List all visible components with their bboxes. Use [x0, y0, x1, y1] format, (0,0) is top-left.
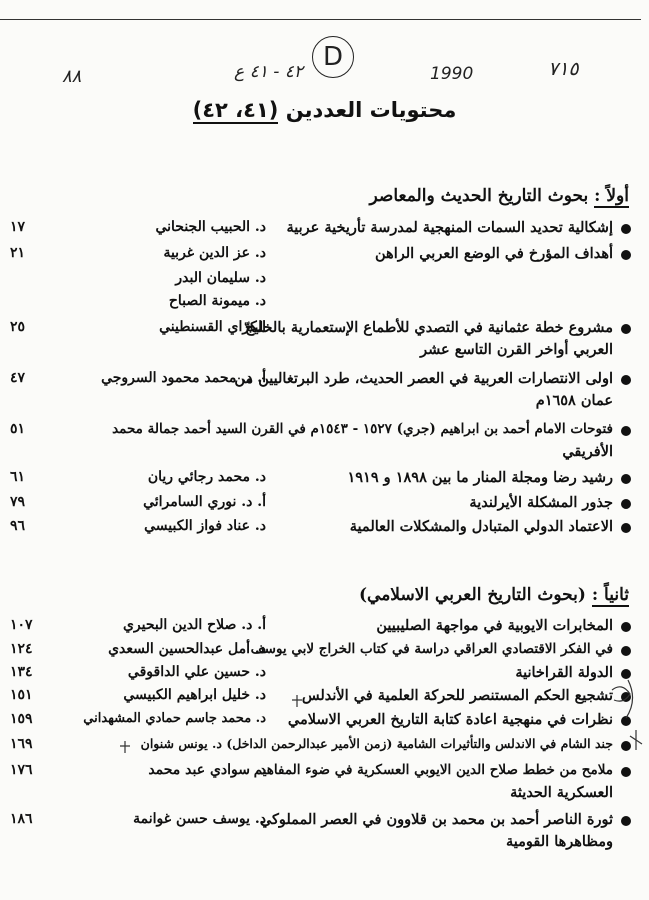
- circled-letter-text: D: [322, 42, 344, 72]
- entry-author: أ. د. صلاح الدين البحيري: [122, 617, 266, 633]
- bullet-icon: [621, 741, 631, 751]
- top-rule: [0, 19, 641, 20]
- bullet-icon: [621, 646, 631, 656]
- entry-title: إشكالية تحديد السمات المنهجية لمدرسة تأريخية عربية: [286, 219, 613, 236]
- entry-title-cont: الأفريقي: [562, 443, 613, 460]
- entry-title-cont: العربي أواخر القرن التاسع عشر: [420, 341, 613, 358]
- entry-page: ١٥١: [10, 687, 33, 703]
- bullet-icon: [621, 375, 631, 385]
- entry-author: د. يوسف حسن غوانمة: [133, 811, 266, 827]
- entry-author: د. ميمونة الصباح: [168, 293, 266, 309]
- bullet-icon: [621, 324, 631, 334]
- section-label: أولاً :: [594, 186, 629, 206]
- section-heading: [359, 585, 629, 605]
- circled-letter: [312, 36, 354, 78]
- entry-author: د. حسين علي الداقوقي: [127, 664, 266, 680]
- entry-page: ١٥٩: [10, 711, 33, 727]
- entry-page: ٢١: [10, 245, 26, 261]
- bullet-icon: [621, 523, 631, 533]
- bullet-icon: [621, 499, 631, 509]
- entry-title-cont: العسكرية الحديثة: [510, 784, 613, 801]
- entry-author: د. سوادي عبد محمد: [148, 762, 266, 778]
- entry-author: د. خليل ابراهيم الكبيسي: [123, 687, 266, 703]
- entry-page: ١٨٦: [10, 811, 33, 827]
- handwritten-year: 1990: [430, 64, 474, 84]
- bullet-icon: [621, 767, 631, 777]
- entry-author: أ. د. محمد محمود السروجي: [101, 370, 266, 386]
- bullet-icon: [621, 669, 631, 679]
- title-text: محتويات العددين: [285, 98, 457, 122]
- entry-title: ملامح من خطط صلاح الدين الايوبي العسكرية في ضوء المفاهيم: [253, 762, 613, 778]
- bullet-icon: [621, 692, 631, 702]
- handwritten-reference: ٤٢ - ٤١ ع: [234, 62, 304, 82]
- entry-title: الدولة القراخانية: [515, 664, 613, 681]
- section-title: بحوث التاريخ الحديث والمعاصر: [369, 186, 589, 206]
- entry-page: ٩٦: [10, 518, 26, 534]
- entry-page: ١٦٩: [10, 736, 33, 752]
- entry-title-cont: ومظاهرها القومية: [505, 833, 613, 850]
- entry-title: الاعتماد الدولي المتبادل والمشكلات العالمية: [349, 518, 613, 535]
- entry-title: تشجيع الحكم المستنصر للحركة العلمية في الأندلس: [301, 687, 613, 704]
- entry-title: اولى الانتصارات العربية في العصر الحديث، طرد البرتغاليين من: [234, 370, 613, 387]
- entry-page: ١٠٧: [10, 617, 33, 633]
- entry-page: ٧٩: [10, 494, 26, 510]
- entry-title: فتوحات الامام أحمد بن ابراهيم (جري) ١٥٢٧ - ١٥٤٣م في القرن السيد أحمد جمالة محمد: [112, 421, 613, 437]
- handwritten-left-number: ٨٨: [62, 66, 82, 87]
- entry-title: جند الشام في الاندلس والتأثيرات الشامية (زمن الأمير عبدالرحمن الداخل) د. يونس شنوان: [140, 736, 613, 751]
- entry-page: ١٣٤: [10, 664, 33, 680]
- section-label: ثانياً :: [591, 585, 629, 605]
- entry-author: د. سليمان البدر: [175, 270, 266, 286]
- entry-page: ٢٥: [10, 319, 26, 335]
- entry-author: د. محمد رجائي ريان: [147, 469, 266, 485]
- entry-page: ١٢٤: [10, 641, 33, 657]
- entry-author: د. الحبيب الجنحاني: [155, 219, 266, 235]
- handwritten-right-number: ٧١٥: [548, 58, 579, 80]
- entry-title: أهداف المؤرخ في الوضع العربي الراهن: [375, 245, 613, 262]
- title-numbers: (٤١، ٤٢): [192, 98, 279, 122]
- entry-title: في الفكر الاقتصادي العراقي دراسة في كتاب الخراج لابي يوسف: [250, 641, 613, 657]
- entry-title: مشروع خطة عثمانية في التصدي للأطماع الإستعمارية بالخليج: [245, 319, 613, 336]
- entry-author: د. عناد فواز الكبيسي: [144, 518, 266, 534]
- section-heading: [370, 186, 629, 206]
- entry-page: ٤٧: [10, 370, 26, 386]
- bullet-icon: [621, 716, 631, 726]
- bullet-icon: [621, 816, 631, 826]
- entry-title: نظرات في منهجية اعادة كتابة التاريخ العربي الاسلامي: [287, 711, 613, 728]
- section-title: (بحوث التاريخ العربي الاسلامي): [358, 585, 586, 605]
- entry-page: ٥١: [10, 421, 26, 437]
- entry-author: أ. د. نوري السامرائي: [143, 494, 266, 510]
- entry-author: د. محمد جاسم حمادي المشهداني: [83, 711, 266, 726]
- entry-title: المخابرات الايوبية في مواجهة الصليبيين: [376, 617, 613, 634]
- entry-page: ١٧٦: [10, 762, 33, 778]
- bullet-icon: [621, 622, 631, 632]
- entry-page: ١٧: [10, 219, 26, 235]
- bullet-icon: [621, 426, 631, 436]
- entry-author: د. أمل عبدالحسين السعدي: [108, 641, 266, 657]
- page-title: [0, 98, 649, 122]
- bullet-icon: [621, 224, 631, 234]
- bullet-icon: [621, 474, 631, 484]
- entry-title: رشيد رضا ومجلة المنار ما بين ١٨٩٨ و ١٩١٩: [347, 469, 613, 486]
- entry-title-cont: عمان ١٦٥٨م: [535, 392, 613, 409]
- entry-author: د. عز الدين غربية: [163, 245, 266, 261]
- entry-author: الكرّاي القسنطيني: [159, 319, 266, 335]
- entry-title: جذور المشكلة الأيرلندية: [469, 494, 613, 511]
- entry-title: ثورة الناصر أحمد بن محمد بن قلاوون في العصر المملوكي: [259, 811, 613, 828]
- bullet-icon: [621, 250, 631, 260]
- entry-page: ٦١: [10, 469, 26, 485]
